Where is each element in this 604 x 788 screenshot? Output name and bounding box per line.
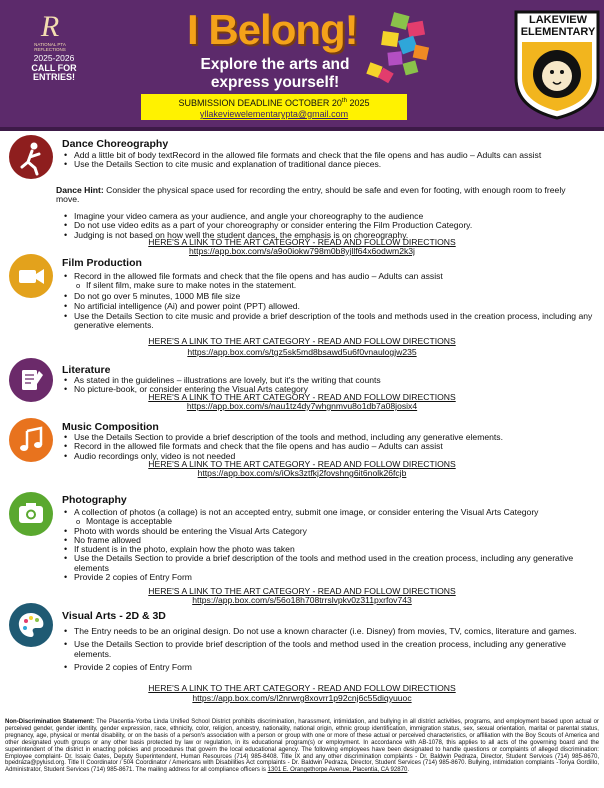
list-item: • If student is in the photo, explain how the photo was taken: [60, 545, 594, 554]
list-subitem: o Montage is acceptable: [60, 517, 594, 526]
footer-text: The Placentia-Yorba Linda Unified School District prohibits discrimination, harassment, intimidation, and bullying in all district activities, programs, and employment based upon actual or perceived gender, gender identity, gender expression, race, ethnicity, color, religion, ancestry, nationality, national origin, ethnic group identification, immigration status, sex, sexual orientation, marital or parental status, pregnancy, age, physical or mental disability, or on the basis of a person's association with a person or group with one or more of these actual or perceived characteristics, or affiliation with the Boy Scouts of America and other designated youth groups or any other basis protected by law or regulation, in its educational program(s) or employment. In accordance with AB-1078, this applies to all acts of the governing board and the superintendent of the district in enacting policies and procedures that govern the local educational agency. The following employees have been designated to handle questions or complaints of alleged discrimination: Employee complaint- Dr. Issaic Gates, Deputy Superintendent, Human Resources (714) 985-8408. Title IX and any other discrimination complaints - Dr. Baldwin Pedraza, Director, Student Services (714) 985-8670, bpedraza@pylusd.org. Title II Coordinator / 504 Coordinator / Americans with Disabilities Act complaints - Dr. Baldwin Pedraza, Director, Student Services (714) 985-8670. Bullying, intimidation complaints -Tonya Gordillo, Administrator, Student Services (714) 985-8671. The mailing address for all compliance officers is: [5, 719, 599, 774]
deadline-year: 2025: [346, 98, 370, 108]
page-title: I Belong!: [187, 6, 358, 53]
puzzle-pieces-icon: [360, 12, 430, 84]
page-subtitle: [185, 56, 365, 92]
footer-end: .: [407, 767, 410, 774]
camera-icon: [9, 492, 53, 536]
dancer-icon: [9, 135, 53, 179]
music-url-link[interactable]: https://app.box.com/s/iOks3ztfkj2fovshng6it6nolk26fcjb: [197, 468, 407, 478]
list-item: • Use the Details Section to provide a brief description of the tools and method, including any generative elements.: [60, 433, 594, 442]
list-item: • Add a little bit of body textRecord in the allowed file formats and check that the file opens and has audio – Adults can assist: [60, 151, 594, 160]
call-line-2: ENTRIES!: [32, 72, 75, 82]
subtitle-line-1: Explore the arts and: [200, 56, 350, 73]
music-list: [60, 433, 594, 461]
list-item: • Record in the allowed file formats and check that the file opens and has audio – Adults can assist: [60, 272, 594, 281]
music-note-icon: [9, 418, 53, 462]
footer-label: Non-Discrimination Statement:: [5, 719, 95, 725]
list-item: • Provide 2 copies of Entry Form: [60, 662, 594, 673]
deadline-box: [141, 94, 407, 120]
visual-arts-directions-link[interactable]: HERE'S A LINK TO THE ART CATEGORY - READ AND FOLLOW DIRECTIONS: [148, 683, 456, 693]
list-item: • Use the Details Section to provide a brief description of the tools and method used in the creation process, including any generative elements: [60, 554, 594, 573]
contact-email-link[interactable]: yllakeviewelementarypta@gmail.com: [199, 109, 349, 119]
visual-arts-title: Visual Arts - 2D & 3D: [62, 610, 166, 622]
school-name-line-2: ELEMENTARY: [520, 26, 596, 38]
list-item: • No picture-book, or consider entering the Visual Arts category: [60, 385, 594, 394]
deadline-text: [141, 96, 407, 109]
list-item: • Use the Details Section to cite music and provide a brief description of the tools and methods used in the creation process, including any generative elements.: [60, 312, 594, 331]
school-name: [518, 14, 598, 38]
deadline-prefix: SUBMISSION DEADLINE OCTOBER 20: [178, 98, 342, 108]
list-item: • Do not go over 5 minutes, 1000 MB file size: [60, 292, 594, 301]
subtitle-line-2: express yourself!: [210, 74, 340, 91]
film-list: [60, 272, 594, 331]
literature-directions-link[interactable]: HERE'S A LINK TO THE ART CATEGORY - READ AND FOLLOW DIRECTIONS: [148, 392, 456, 402]
list-item: • Imagine your video camera as your audience, and angle your choreography to the audience: [60, 212, 594, 221]
dance-list: [60, 151, 594, 170]
dance-hint: [56, 186, 590, 205]
literature-title: Literature: [62, 364, 111, 376]
call-line-1: CALL FOR: [31, 62, 77, 73]
list-item: • Judging is not based on how well the student dances, the emphasis is on choreography.: [60, 231, 594, 240]
dance-list-2: [60, 212, 594, 240]
deadline-sup: th: [341, 98, 347, 104]
pta-logo-text: NATIONAL PTA REFLECTIONS: [34, 42, 66, 52]
non-discrimination-statement: [5, 719, 599, 774]
photography-directions-link[interactable]: HERE'S A LINK TO THE ART CATEGORY - READ AND FOLLOW DIRECTIONS: [148, 586, 456, 596]
visual-arts-list: [60, 626, 594, 672]
school-name-line-1: LAKEVIEW: [528, 14, 588, 26]
visual-arts-url-link[interactable]: https://app.box.com/s/l2nrwrg8xovrr1p92cnj6c55diqyuuoc: [192, 693, 412, 703]
season-block: [14, 54, 94, 83]
list-item: • Use the Details Section to provide brief description of the tools and method used in the creation process, including any generative elements.: [60, 639, 594, 660]
banner-stripe: [0, 127, 604, 131]
list-subitem: o If silent film, make sure to make notes in the statement.: [60, 281, 594, 290]
list-item: • As stated in the guidelines – illustrations are lovely, but it's the writing that counts: [60, 376, 594, 385]
pta-logo-letter: R: [40, 10, 60, 43]
film-url-link[interactable]: https://app.box.com/s/tgz5sk5md8bsawd5u6f0vnaulogjw235: [187, 347, 417, 357]
palette-icon: [9, 603, 53, 647]
dance-url-link[interactable]: https://app.box.com/s/a9o0iokw798m0b8yjllf64x6odwm2k3j: [189, 246, 415, 256]
dance-hint-text: Consider the physical space used for recording the entry, should be safe and even for footing, with enough room to freely move.: [56, 185, 566, 205]
list-item: • No frame allowed: [60, 536, 594, 545]
film-directions-link[interactable]: HERE'S A LINK TO THE ART CATEGORY - READ AND FOLLOW DIRECTIONS: [148, 336, 456, 346]
list-item: • Do not use video edits as a part of your choreography or consider entering the Film Production Category.: [60, 221, 594, 230]
photography-url-link[interactable]: https://app.box.com/s/56o18h708trrslvpkv0z311pxrfov743: [192, 595, 412, 605]
video-camera-icon: [9, 254, 53, 298]
dance-title: Dance Choreography: [62, 138, 169, 150]
list-item: • Photo with words should be entering the Visual Arts Category: [60, 527, 594, 536]
photography-list: [60, 508, 594, 582]
music-title: Music Composition: [62, 421, 159, 433]
list-item: • No artificial intelligence (Ai) and power point (PPT) allowed.: [60, 302, 594, 311]
list-item: • Provide 2 copies of Entry Form: [60, 573, 594, 582]
list-item: • A collection of photos (a collage) is not an accepted entry, submit one image, or consider entering the Visual Arts Category: [60, 508, 594, 517]
lakeview-school-logo: [512, 8, 602, 120]
music-directions-link[interactable]: HERE'S A LINK TO THE ART CATEGORY - READ AND FOLLOW DIRECTIONS: [148, 459, 456, 469]
list-item: • Record in the allowed file formats and check that the file opens and has audio – Adults can assist: [60, 442, 594, 451]
footer-address: 1301 E. Orangethorpe Avenue, Placentia, CA 92870: [267, 767, 408, 774]
season-years: 2025-2026: [33, 53, 75, 63]
list-item: • Audio recordings only, video is not needed: [60, 452, 594, 461]
photography-title: Photography: [62, 494, 127, 506]
film-title: Film Production: [62, 257, 142, 269]
literature-url-link[interactable]: https://app.box.com/s/nau1tz4dy7whgnmvu8o1db7a08josix4: [186, 401, 418, 411]
dance-directions-link[interactable]: HERE'S A LINK TO THE ART CATEGORY - READ AND FOLLOW DIRECTIONS: [148, 237, 456, 247]
list-item: • Use the Details Section to cite music and explanation of traditional dance pieces.: [60, 160, 594, 169]
dance-hint-label: Dance Hint:: [56, 185, 104, 195]
header-banner: [0, 0, 604, 131]
list-item: • The Entry needs to be an original design. Do not use a known character (i.e. Disney) from movies, TV, comics, literature and games.: [60, 626, 594, 637]
